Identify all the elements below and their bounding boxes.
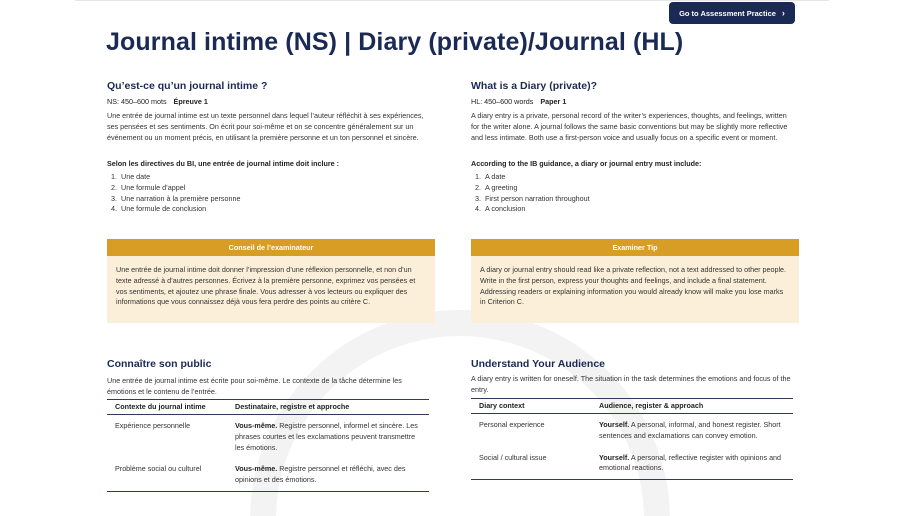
examiner-tip-header: Examiner Tip (471, 239, 799, 256)
level-label: HL: 450–600 words (471, 97, 534, 106)
level-meta (471, 97, 566, 106)
list-item: 4. A conclusion (475, 204, 526, 214)
list-item: 3. Une narration à la première personne (111, 193, 241, 203)
list-item: 1. A date (475, 172, 506, 181)
context-cell: Personal experience (479, 420, 545, 429)
list-item: 1. Une date (111, 172, 151, 181)
approach-cell: Vous-même. Registre personnel, informel et sincère. Les phrases courtes et les exclamations peuvent transmettre les émotions. (235, 421, 418, 452)
audience-intro: A diary entry is written for oneself. The situation in the task determines the emotions and focus of the entry. (471, 374, 791, 394)
audience-title: Understand Your Audience (471, 358, 605, 370)
assessment-practice-label: Go to Assessment Practice (679, 8, 776, 18)
what-is-title: What is a Diary (private)? (471, 80, 598, 92)
examiner-tip-body: A diary or journal entry should read like a private reflection, not a text addressed to other people. Write in the first person, express your thoughts and feelings, and include a final statement. Addressing readers or explaining information you would already know will make you lose marks in Criterion C. (471, 256, 799, 323)
guidance-text: Selon les directives du BI, une entrée de journal intime doit inclure : (107, 159, 340, 168)
table-header: Destinataire, registre et approche (227, 400, 429, 415)
audience-table (471, 398, 793, 480)
list-item: 2. A greeting (475, 182, 518, 192)
approach-cell: Yourself. A personal, informal, and honest register. Short sentences and exclamations can convey emotion. (599, 420, 781, 440)
intro-paragraph: A diary entry is a private, personal record of the writer’s experiences, thoughts, and feelings, written for the writer alone. A journal follows the same basic conventions but may be slightly more reflective and less intimate. Both use a first-person voice and usually focus on a specific event or moment. (471, 111, 788, 142)
what-is-title: Qu’est-ce qu’un journal intime ? (107, 80, 268, 92)
paper-label: Épreuve 1 (173, 97, 208, 106)
list-item: 4. Une formule de conclusion (111, 204, 207, 214)
table-row (107, 458, 429, 491)
approach-cell: Yourself. A personal, reflective register with opinions and emotional reactions. (591, 447, 793, 480)
level-meta (107, 97, 208, 106)
table-header: Diary context (471, 399, 591, 414)
requirements-list (111, 172, 240, 215)
approach-cell: Vous-même. Registre personnel et réfléchi, avec des opinions et des émotions. (227, 458, 429, 491)
top-divider (75, 0, 829, 1)
audience-title: Connaître son public (107, 358, 212, 370)
examiner-tip-body: Une entrée de journal intime doit donner l’impression d’une réflexion personnelle, et non d’un texte adressé à d’autres personnes. Écrivez à la première personne, exprimez vos pensées et vos sentiments, et ajoutez une phrase finale. Vous adresser à vos lecteurs ou expliquer des informations que vous connaissez déjà vous fera perdre des points au critère C. (107, 256, 435, 323)
level-label: NS: 450–600 mots (107, 97, 167, 106)
requirements-list (475, 172, 590, 215)
examiner-tip-header: Conseil de l’examinateur (107, 239, 435, 256)
list-item: 3. First person narration throughout (475, 193, 590, 203)
context-cell: Problème social ou culturel (107, 458, 227, 491)
list-item: 2. Une formule d’appel (111, 182, 186, 192)
table-row (107, 415, 429, 459)
intro-paragraph: Une entrée de journal intime est un texte personnel dans lequel l’auteur réfléchit à ses expériences, ses pensées et ses sentiments. On écrit pour soi-même et on se concentre généralement sur un événement ou un moment précis, en utilisant la première personne et un ton personnel et sincère. (107, 111, 424, 142)
chevron-right-icon: › (781, 8, 785, 18)
context-cell: Expérience personnelle (115, 421, 191, 430)
assessment-practice-button[interactable] (669, 2, 795, 24)
audience-table (107, 399, 429, 492)
table-header: Audience, register & approach (591, 399, 793, 414)
context-cell: Social / cultural issue (471, 447, 591, 480)
audience-intro: Une entrée de journal intime est écrite pour soi-même. Le contexte de la tâche détermine les émotions et le contenu de l’entrée. (107, 376, 402, 396)
page-title: Journal intime (NS) | Diary (private)/Journal (HL) (106, 28, 684, 56)
paper-label: Paper 1 (540, 97, 567, 106)
table-row (471, 447, 793, 480)
guidance-text: According to the IB guidance, a diary or journal entry must include: (471, 159, 702, 168)
table-row (471, 414, 793, 447)
table-header: Contexte du journal intime (107, 400, 227, 415)
